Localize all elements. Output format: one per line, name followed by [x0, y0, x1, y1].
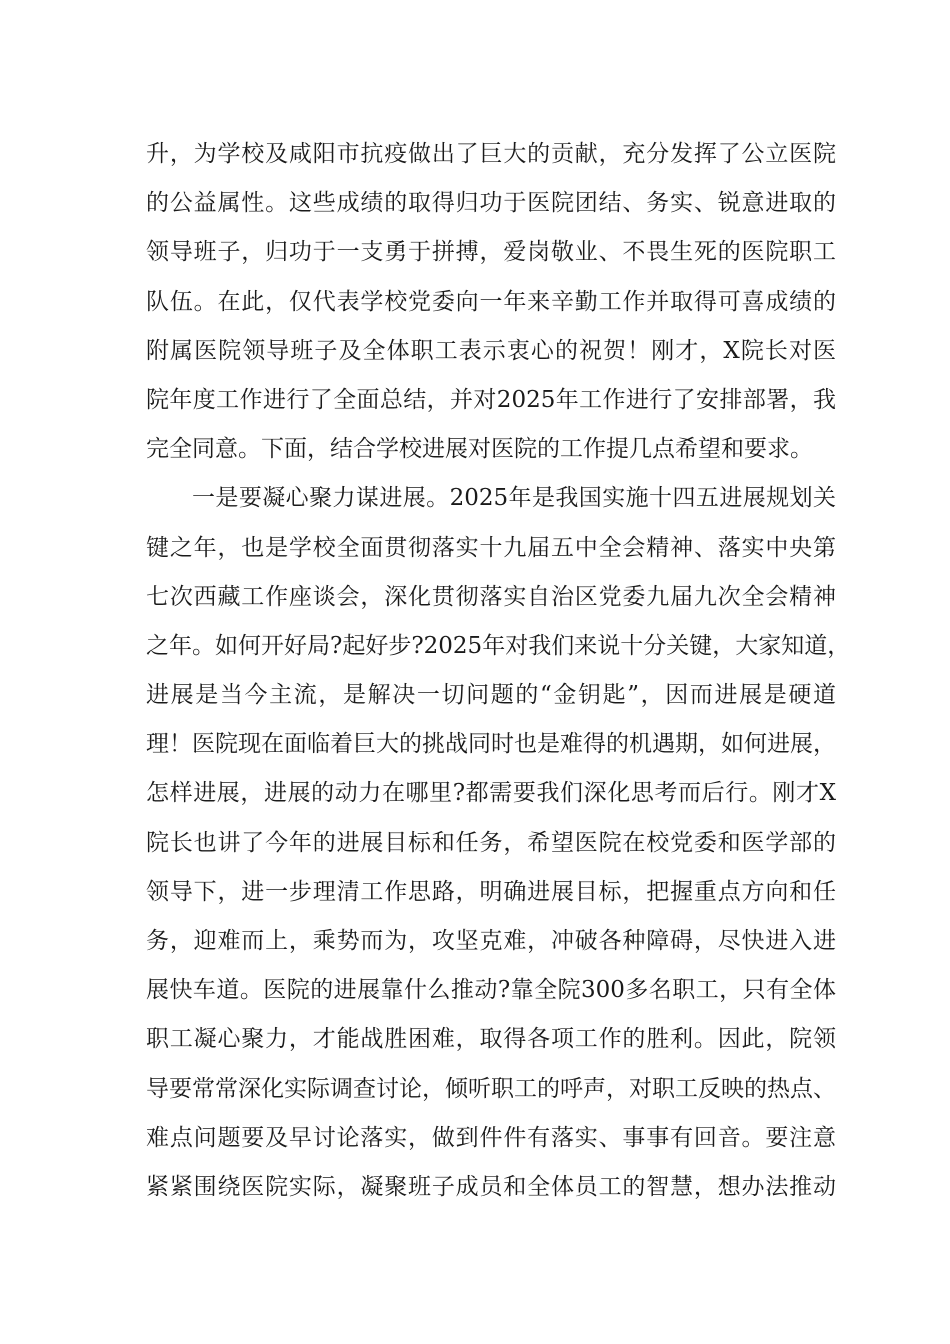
text-line: 导要常常深化实际调查讨论，倾听职工的呼声，对职工反映的热点、	[146, 1075, 836, 1102]
text-line: 难点问题要及早讨论落实，做到件件有落实、事事有回音。要注意	[146, 1124, 836, 1151]
text-line: 一是要凝心聚力谋进展。2025年是我国实施十四五进展规划关	[192, 485, 836, 512]
text-line: 升，为学校及咸阳市抗疫做出了巨大的贡献，充分发挥了公立医院	[146, 141, 836, 167]
text-line: 的公益属性。这些成绩的取得归功于医院团结、务实、锐意进取的	[146, 190, 836, 217]
text-line: 七次西藏工作座谈会，深化贯彻落实自治区党委九届九次全会精神	[146, 583, 836, 610]
paragraph-1	[146, 130, 836, 474]
paragraph-2	[146, 474, 851, 1212]
text-line: 领导班子，归功于一支勇于拼搏，爱岗敬业、不畏生死的医院职工	[146, 239, 836, 266]
text-line: 之年。如何开好局?起好步?2025年对我们来说十分关键，大家知道，	[146, 632, 851, 659]
text-line: 队伍。在此，仅代表学校党委向一年来辛勤工作并取得可喜成绩的	[146, 288, 836, 315]
text-line: 键之年，也是学校全面贯彻落实十九届五中全会精神、落实中央第	[146, 534, 836, 561]
text-line: 院年度工作进行了全面总结，并对2025年工作进行了安排部署，我	[146, 386, 836, 413]
text-line: 紧紧围绕医院实际，凝聚班子成员和全体员工的智慧，想办法推动	[146, 1173, 836, 1200]
text-line: 展快车道。医院的进展靠什么推动?靠全院300多名职工，只有全体	[146, 977, 836, 1004]
text-line: 职工凝心聚力，才能战胜困难，取得各项工作的胜利。因此，院领	[146, 1026, 836, 1053]
text-line: 院长也讲了今年的进展目标和任务，希望医院在校党委和医学部的	[146, 829, 836, 856]
text-line: 理！医院现在面临着巨大的挑战同时也是难得的机遇期，如何进展，	[146, 731, 836, 758]
text-line: 务，迎难而上，乘势而为，攻坚克难，冲破各种障碍，尽快进入进	[146, 928, 836, 954]
text-line: 怎样进展，进展的动力在哪里?都需要我们深化思考而后行。刚才X	[146, 780, 836, 807]
text-line: 附属医院领导班子及全体职工表示衷心的祝贺！刚才，X院长对医	[146, 337, 836, 364]
text-line: 进展是当今主流，是解决一切问题的“金钥匙”，因而进展是硬道	[146, 682, 836, 709]
text-line: 完全同意。下面，结合学校进展对医院的工作提几点希望和要求。	[146, 436, 813, 463]
body-text	[146, 130, 851, 1212]
text-line: 领导下，进一步理清工作思路，明确进展目标，把握重点方向和任	[146, 878, 836, 905]
